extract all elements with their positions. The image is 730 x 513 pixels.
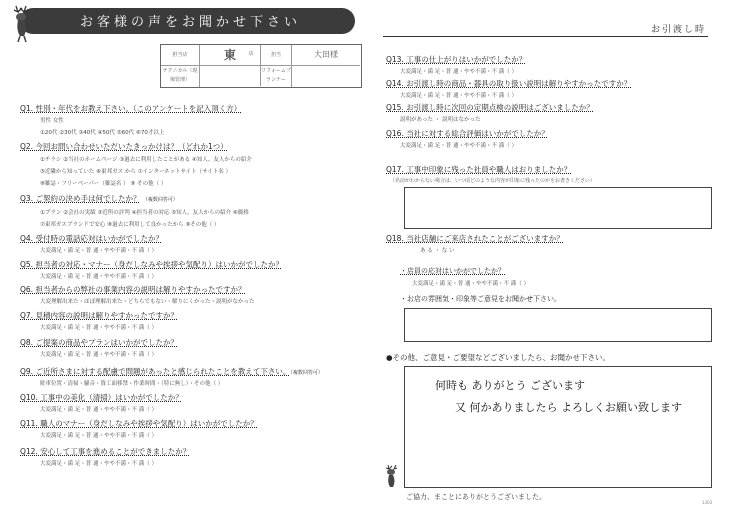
person-value: 大田様 xyxy=(292,45,360,66)
q10-text: Q10. 工事中の美化（清掃）はいかがでしたか？ xyxy=(20,393,183,402)
other-comments-label: ●その他、ご意見・ご要望などございましたら、お聞かせ下さい。 xyxy=(386,353,611,362)
deer-logo-icon xyxy=(2,2,46,42)
store-value: 東 xyxy=(200,45,261,66)
q6-text: Q6. 担当者からの弊社の事業内容の説明は解りやすかったですか？ xyxy=(20,285,246,294)
q1-gender: 男性 女性 xyxy=(40,118,64,124)
comment-line-1: 何時も ありがとう ございます xyxy=(435,379,585,392)
page-title: お客様の声をお聞かせ下さい xyxy=(80,15,302,30)
q15-scale: 説明があった ・ 説明はなかった xyxy=(400,117,481,123)
q1-ages: ①20代 ②30代 ③40代 ④50代 ⑤60代 ⑥70才以上 xyxy=(40,130,165,136)
q7-text: Q7. 見積内容の説明は解りやすかったですか？ xyxy=(20,311,178,320)
q13-text: Q13. 工事の仕上がりはいかがでしたか？ xyxy=(386,55,527,64)
q5-scale: 大変満足・満 足・普 通・やや不満・不 満（ ） xyxy=(40,274,157,280)
q17-answer-box[interactable] xyxy=(404,187,712,229)
q17-note: （名前がわからない場合は、いつ頃どのような内容が印象に残ったのかをお書きください） xyxy=(390,178,596,184)
handover-label: お引渡し時 xyxy=(651,25,707,35)
q18-sub1-scale: 大変満足・満 足・普 通・やや不満・不 満（ ） xyxy=(412,281,529,287)
q8-text: Q8. ご提案の商品やプランはいかがでしたか？ xyxy=(20,338,178,347)
q11-text: Q11. 職人のマナー（身だしなみや挨拶や気配り）はいかがでしたか？ xyxy=(20,419,258,428)
q10-scale: 大変満足・満 足・普 通・やや不満・不 満（ ） xyxy=(40,407,157,413)
q16-scale: 大変満足・満 足・普 通・やや不満・不 満（ ） xyxy=(400,143,517,149)
planner-label: リフォームプランナー xyxy=(261,66,292,87)
q8-scale: 大変満足・満 足・普 通・やや不満・不 満（ ） xyxy=(40,352,157,358)
technical-label: テクニカル（現場管理） xyxy=(161,66,200,87)
q3-text: Q3. ご契約の決め手は何でしたか？ （複数回答可） xyxy=(20,194,178,203)
q14-text: Q14. お引渡し時の商品・器具の取り扱い説明は解りやすかったですか？ xyxy=(386,79,632,88)
q16-text: Q16. 当社に対する総合評価はいかがでしたか？ xyxy=(386,129,549,138)
q18-sub1: ・店員の応対はいかがでしたか？ xyxy=(400,267,505,275)
q14-scale: 大変満足・満 足・普 通・やや不満・不 満（ ） xyxy=(400,93,517,99)
q2-options-2: ⑤近隣から知っていた ⑥東邦ガス から ⑦インターネットサイト（サイト名 ） xyxy=(40,169,232,175)
q11-scale: 大変満足・満 足・普 通・やや不満・不 満（ ） xyxy=(40,433,157,439)
q18-sub2: ・お店の雰囲気・印象等ご意見をお聞かせ下さい。 xyxy=(400,295,561,303)
q1-text: Q1. 性別・年代をお教え下さい。（このアンケートを記入頂く方） xyxy=(20,104,242,113)
q4-text: Q4. 受付時の電話応対はいかがでしたか？ xyxy=(20,234,163,243)
q15-text: Q15. お引渡し時に次回の定期点検の説明はございましたか？ xyxy=(386,103,594,112)
q2-text: Q2. 今回お問い合わせいただいたきっかけは？（どれか1つ） xyxy=(20,142,228,151)
form-code: 1303 xyxy=(702,500,713,505)
technical-value xyxy=(200,66,261,86)
divider xyxy=(383,36,708,37)
footer-thanks: ご協力、まことにありがとうございました。 xyxy=(406,493,546,501)
store-suffix: 店 xyxy=(248,51,254,57)
q18-text: Q18. 当社店舗にご来店されたことがございますか？ xyxy=(386,234,564,243)
staff-info-table xyxy=(160,44,362,88)
person-label: 担当 xyxy=(261,45,292,66)
q17-text: Q17. 工事中印象に残った社員や職人はおりましたか？ xyxy=(386,165,572,174)
q9-text: Q9. ご近所さまに対する配慮で問題があったと感じられたことを教えて下さい。（複数回答可） xyxy=(20,367,323,376)
q3-options-2: ⑦東邦ガスブランドで安心 ⑧過去に利用して良かったから ⑨その他（ ） xyxy=(40,222,220,228)
q6-scale: 大変理解出来た・ほぼ理解出来た・どちらでもない・解りにくかった・説明がなかった xyxy=(40,299,255,305)
q4-scale: 大変満足・満 足・普 通・やや不満・不 満（ ） xyxy=(40,248,157,254)
q18-answer-box[interactable] xyxy=(404,308,712,342)
q2-options-3: ⑧雑誌・フリーペーパー（雑誌名 ） ⑨ その他（ ） xyxy=(40,181,167,187)
q9-scale: 駐車位置・清掃・騒音・資工面移禁・作業時間・（特に無し）・その他（ ） xyxy=(40,381,224,387)
title-banner xyxy=(20,8,355,34)
deer-footer-icon xyxy=(378,462,408,492)
q18-scale: あ る ・ な い xyxy=(420,248,455,254)
q12-scale: 大変満足・満 足・普 通・やや不満・不 満（ ） xyxy=(40,461,157,467)
q5-text: Q5. 担当者の対応・マナー（身だしなみや挨拶や気配り）はいかがでしたか？ xyxy=(20,260,283,269)
q3-options-1: ①プラン ②会社の実績 ③近所の評判 ④担当者の対応 ⑤知人、友人からの紹介 ⑥価格 xyxy=(40,210,249,216)
comment-box[interactable] xyxy=(404,366,712,488)
q12-text: Q12. 安心して工事を進めることができましたか？ xyxy=(20,447,191,456)
comment-line-2: 又 何かありましたら よろしくお願い致します xyxy=(455,401,682,414)
store-label: 担当店 xyxy=(161,45,200,66)
q2-options-1: ①チラシ ②当社のホームページ ③過去に利用したことがある ④知人、友人からの紹介 xyxy=(40,157,252,163)
q7-scale: 大変満足・満 足・普 通・やや不満・不 満（ ） xyxy=(40,325,157,331)
q13-scale: 大変満足・満 足・普 通・やや不満・不 満（ ） xyxy=(400,69,517,75)
